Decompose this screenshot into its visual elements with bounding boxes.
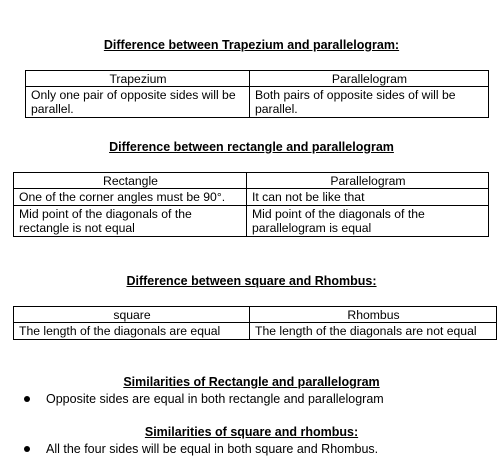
- similarities-square-list: [21, 442, 378, 457]
- table-cell: One of the corner angles must be 90°.: [14, 189, 247, 206]
- heading-square-rhombus: Difference between square and Rhombus:: [126, 274, 377, 288]
- table-cell: Mid point of the diagonals of the rectangle is not equal: [14, 206, 247, 237]
- heading-similarities-square: Similarities of square and rhombus:: [144, 425, 359, 439]
- list-item-text: Opposite sides are equal in both rectangle and parallelogram: [46, 392, 384, 406]
- list-item-text: All the four sides will be equal in both square and Rhombus.: [46, 442, 379, 456]
- bullet-icon: [24, 446, 30, 452]
- column-header: square: [14, 307, 250, 323]
- table-rectangle-parallelogram: [13, 172, 489, 237]
- table-cell: Mid point of the diagonals of the parallelogram is equal: [247, 206, 489, 237]
- table-row: [26, 87, 489, 118]
- table-trapezium-parallelogram: [25, 70, 489, 118]
- column-header: Rhombus: [250, 307, 497, 323]
- list-item: [21, 392, 384, 407]
- heading-trapezium-parallelogram: Difference between Trapezium and parallelogram:: [103, 38, 400, 52]
- table-header-row: [14, 173, 489, 189]
- table-cell: The length of the diagonals are not equal: [250, 323, 497, 340]
- heading-rectangle-parallelogram: Difference between rectangle and parallelogram: [109, 140, 394, 154]
- table-square-rhombus: [13, 306, 497, 340]
- column-header: Rectangle: [14, 173, 247, 189]
- table-cell: Both pairs of opposite sides of will be parallel.: [250, 87, 489, 118]
- table-row: [14, 206, 489, 237]
- column-header: Parallelogram: [250, 71, 489, 87]
- table-row: [14, 189, 489, 206]
- table-cell: Only one pair of opposite sides will be parallel.: [26, 87, 250, 118]
- similarities-rectangle-list: [21, 392, 384, 407]
- heading-similarities-rectangle: Similarities of Rectangle and parallelogram: [123, 375, 380, 389]
- table-header-row: [26, 71, 489, 87]
- column-header: Trapezium: [26, 71, 250, 87]
- bullet-icon: [24, 396, 30, 402]
- table-cell: It can not be like that: [247, 189, 489, 206]
- column-header: Parallelogram: [247, 173, 489, 189]
- table-row: [14, 323, 497, 340]
- table-cell: The length of the diagonals are equal: [14, 323, 250, 340]
- list-item: [21, 442, 378, 457]
- table-header-row: [14, 307, 497, 323]
